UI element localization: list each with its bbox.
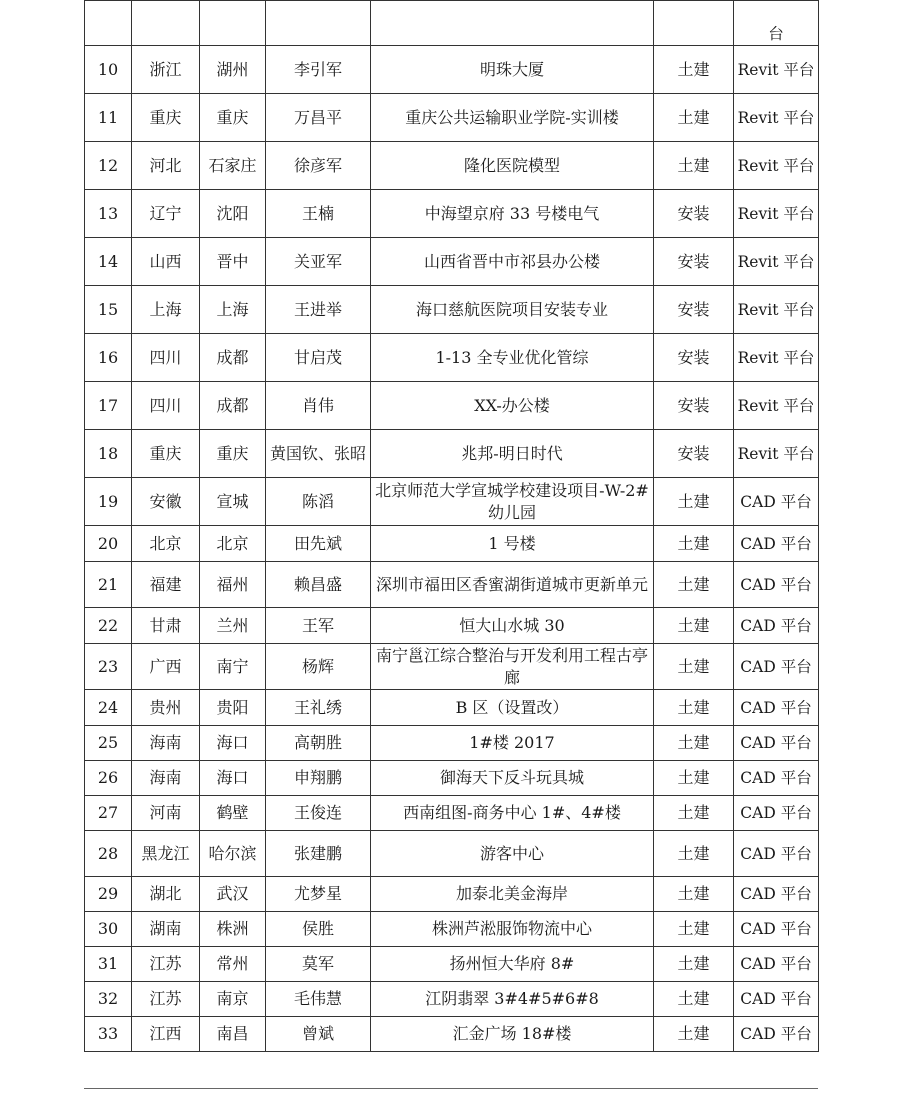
cell-no: 20	[85, 526, 132, 562]
cell-platform: CAD 平台	[734, 761, 819, 796]
cell-project: 明珠大厦	[371, 46, 654, 94]
cell-province: 河北	[132, 142, 200, 190]
table-row	[85, 238, 819, 286]
table-body	[85, 1, 819, 1052]
cell-no: 13	[85, 190, 132, 238]
cell-project: XX-办公楼	[371, 382, 654, 430]
cell-no: 26	[85, 761, 132, 796]
cell-name: 张建鹏	[266, 831, 371, 877]
cell-name: 尤梦星	[266, 877, 371, 912]
cell-platform: CAD 平台	[734, 831, 819, 877]
cell-project: 扬州恒大华府 8#	[371, 947, 654, 982]
table-row	[85, 982, 819, 1017]
cell-province: 四川	[132, 382, 200, 430]
cell-platform: CAD 平台	[734, 644, 819, 690]
cell-province: 海南	[132, 761, 200, 796]
cell-no: 31	[85, 947, 132, 982]
cell-platform: Revit 平台	[734, 334, 819, 382]
cell-city	[200, 1, 266, 46]
cell-type: 土建	[654, 46, 734, 94]
cell-type: 土建	[654, 94, 734, 142]
cell-province: 辽宁	[132, 190, 200, 238]
cell-project	[371, 1, 654, 46]
cell-type: 安装	[654, 238, 734, 286]
cell-type: 安装	[654, 334, 734, 382]
cell-type: 土建	[654, 947, 734, 982]
table-row	[85, 831, 819, 877]
cell-type: 土建	[654, 1017, 734, 1052]
cell-type: 土建	[654, 608, 734, 644]
cell-project: 加泰北美金海岸	[371, 877, 654, 912]
cell-name: 王楠	[266, 190, 371, 238]
cell-platform: CAD 平台	[734, 478, 819, 526]
cell-project: 1 号楼	[371, 526, 654, 562]
cell-no: 16	[85, 334, 132, 382]
cell-city: 晋中	[200, 238, 266, 286]
cell-project: 海口慈航医院项目安装专业	[371, 286, 654, 334]
cell-province: 北京	[132, 526, 200, 562]
cell-province: 浙江	[132, 46, 200, 94]
cell-platform: CAD 平台	[734, 982, 819, 1017]
cell-province: 江苏	[132, 982, 200, 1017]
cell-project: 隆化医院模型	[371, 142, 654, 190]
cell-no: 24	[85, 690, 132, 726]
cell-city: 株洲	[200, 912, 266, 947]
cell-city: 兰州	[200, 608, 266, 644]
cell-city: 鹤壁	[200, 796, 266, 831]
table-row	[85, 608, 819, 644]
cell-city: 武汉	[200, 877, 266, 912]
table-row	[85, 46, 819, 94]
cell-name: 高朝胜	[266, 726, 371, 761]
cell-type: 土建	[654, 644, 734, 690]
cell-province: 江西	[132, 1017, 200, 1052]
cell-no: 18	[85, 430, 132, 478]
cell-city: 海口	[200, 761, 266, 796]
cell-type: 土建	[654, 562, 734, 608]
cell-province: 湖北	[132, 877, 200, 912]
cell-city: 北京	[200, 526, 266, 562]
cell-name: 莫军	[266, 947, 371, 982]
cell-name: 申翔鹏	[266, 761, 371, 796]
cell-city: 南京	[200, 982, 266, 1017]
cell-project: 御海天下反斗玩具城	[371, 761, 654, 796]
cell-platform: CAD 平台	[734, 726, 819, 761]
cell-no: 10	[85, 46, 132, 94]
cell-no: 22	[85, 608, 132, 644]
table-row-partial	[85, 1, 819, 46]
table-row	[85, 526, 819, 562]
cell-project: 1#楼 2017	[371, 726, 654, 761]
cell-project: 恒大山水城 30	[371, 608, 654, 644]
cell-name: 黄国钦、张昭	[266, 430, 371, 478]
table-row	[85, 726, 819, 761]
cell-city: 成都	[200, 334, 266, 382]
cell-no: 12	[85, 142, 132, 190]
table-row	[85, 334, 819, 382]
table-row	[85, 690, 819, 726]
cell-platform: CAD 平台	[734, 562, 819, 608]
cell-project: 重庆公共运输职业学院-实训楼	[371, 94, 654, 142]
table-row	[85, 912, 819, 947]
cell-project: 游客中心	[371, 831, 654, 877]
cell-city: 哈尔滨	[200, 831, 266, 877]
cell-name: 王军	[266, 608, 371, 644]
cell-type: 土建	[654, 690, 734, 726]
cell-name: 陈滔	[266, 478, 371, 526]
cell-city: 重庆	[200, 94, 266, 142]
cell-project: 兆邦-明日时代	[371, 430, 654, 478]
cell-no: 17	[85, 382, 132, 430]
table-row	[85, 382, 819, 430]
cell-platform: Revit 平台	[734, 190, 819, 238]
cell-project: 北京师范大学宣城学校建设项目-W-2#幼儿园	[371, 478, 654, 526]
cell-province: 上海	[132, 286, 200, 334]
cell-city: 贵阳	[200, 690, 266, 726]
page-bottom-rule	[84, 1088, 818, 1089]
cell-no: 33	[85, 1017, 132, 1052]
cell-province: 湖南	[132, 912, 200, 947]
cell-name: 王礼绣	[266, 690, 371, 726]
cell-no: 21	[85, 562, 132, 608]
cell-type: 土建	[654, 796, 734, 831]
cell-project: 江阴翡翠 3#4#5#6#8	[371, 982, 654, 1017]
cell-province: 重庆	[132, 430, 200, 478]
cell-project: 西南组图-商务中心 1#、4#楼	[371, 796, 654, 831]
cell-platform: CAD 平台	[734, 796, 819, 831]
table-row	[85, 142, 819, 190]
cell-type: 土建	[654, 877, 734, 912]
cell-project: 中海望京府 33 号楼电气	[371, 190, 654, 238]
cell-province: 重庆	[132, 94, 200, 142]
cell-project: 株洲芦淞服饰物流中心	[371, 912, 654, 947]
cell-project: 南宁邕江综合整治与开发利用工程古亭廊	[371, 644, 654, 690]
cell-platform: Revit 平台	[734, 238, 819, 286]
cell-no: 27	[85, 796, 132, 831]
cell-no: 25	[85, 726, 132, 761]
cell-type: 土建	[654, 726, 734, 761]
table-row	[85, 94, 819, 142]
cell-name: 王俊连	[266, 796, 371, 831]
table-row	[85, 562, 819, 608]
cell-city: 福州	[200, 562, 266, 608]
cell-name: 毛伟慧	[266, 982, 371, 1017]
table-row	[85, 761, 819, 796]
cell-project: 山西省晋中市祁县办公楼	[371, 238, 654, 286]
award-list-table	[84, 0, 819, 1052]
cell-city: 湖州	[200, 46, 266, 94]
cell-platform: Revit 平台	[734, 286, 819, 334]
cell-project: 1-13 全专业优化管综	[371, 334, 654, 382]
table-row	[85, 430, 819, 478]
cell-province: 贵州	[132, 690, 200, 726]
cell-platform: Revit 平台	[734, 382, 819, 430]
table-row	[85, 478, 819, 526]
cell-city: 宣城	[200, 478, 266, 526]
cell-no: 11	[85, 94, 132, 142]
cell-platform: 台	[734, 1, 819, 46]
cell-name: 田先斌	[266, 526, 371, 562]
cell-province: 河南	[132, 796, 200, 831]
cell-province: 江苏	[132, 947, 200, 982]
cell-type: 安装	[654, 190, 734, 238]
cell-type: 安装	[654, 430, 734, 478]
cell-no: 28	[85, 831, 132, 877]
cell-city: 上海	[200, 286, 266, 334]
table-row	[85, 877, 819, 912]
cell-province: 黑龙江	[132, 831, 200, 877]
table-row	[85, 190, 819, 238]
cell-project: 汇金广场 18#楼	[371, 1017, 654, 1052]
table-row	[85, 796, 819, 831]
cell-no: 30	[85, 912, 132, 947]
cell-city: 石家庄	[200, 142, 266, 190]
cell-platform: Revit 平台	[734, 142, 819, 190]
cell-name: 肖伟	[266, 382, 371, 430]
table-row	[85, 286, 819, 334]
cell-name: 万昌平	[266, 94, 371, 142]
cell-platform: Revit 平台	[734, 430, 819, 478]
cell-name	[266, 1, 371, 46]
cell-platform: Revit 平台	[734, 94, 819, 142]
cell-city: 南昌	[200, 1017, 266, 1052]
cell-type: 土建	[654, 912, 734, 947]
cell-no: 29	[85, 877, 132, 912]
cell-city: 重庆	[200, 430, 266, 478]
cell-province: 山西	[132, 238, 200, 286]
cell-type: 安装	[654, 382, 734, 430]
cell-name: 王进举	[266, 286, 371, 334]
cell-name: 甘启茂	[266, 334, 371, 382]
cell-name: 赖昌盛	[266, 562, 371, 608]
table-row	[85, 1017, 819, 1052]
cell-platform: CAD 平台	[734, 877, 819, 912]
cell-platform: CAD 平台	[734, 608, 819, 644]
cell-platform: Revit 平台	[734, 46, 819, 94]
cell-province: 安徽	[132, 478, 200, 526]
cell-type: 土建	[654, 526, 734, 562]
cell-type: 土建	[654, 831, 734, 877]
cell-name: 徐彦军	[266, 142, 371, 190]
cell-no: 23	[85, 644, 132, 690]
cell-type: 土建	[654, 761, 734, 796]
cell-province	[132, 1, 200, 46]
cell-type: 土建	[654, 142, 734, 190]
table-row	[85, 947, 819, 982]
cell-platform: CAD 平台	[734, 1017, 819, 1052]
cell-project: 深圳市福田区香蜜湖街道城市更新单元	[371, 562, 654, 608]
cell-province: 四川	[132, 334, 200, 382]
cell-city: 南宁	[200, 644, 266, 690]
cell-province: 甘肃	[132, 608, 200, 644]
cell-no: 14	[85, 238, 132, 286]
cell-province: 福建	[132, 562, 200, 608]
cell-city: 海口	[200, 726, 266, 761]
cell-name: 侯胜	[266, 912, 371, 947]
cell-platform: CAD 平台	[734, 912, 819, 947]
cell-type: 土建	[654, 478, 734, 526]
cell-no: 19	[85, 478, 132, 526]
cell-name: 曾斌	[266, 1017, 371, 1052]
cell-city: 常州	[200, 947, 266, 982]
cell-platform: CAD 平台	[734, 526, 819, 562]
cell-platform: CAD 平台	[734, 947, 819, 982]
cell-type	[654, 1, 734, 46]
cell-city: 成都	[200, 382, 266, 430]
table-row	[85, 644, 819, 690]
cell-type: 安装	[654, 286, 734, 334]
cell-name: 李引军	[266, 46, 371, 94]
cell-no: 32	[85, 982, 132, 1017]
cell-no	[85, 1, 132, 46]
cell-name: 关亚军	[266, 238, 371, 286]
cell-project: B 区（设置改）	[371, 690, 654, 726]
cell-platform: CAD 平台	[734, 690, 819, 726]
cell-province: 海南	[132, 726, 200, 761]
cell-city: 沈阳	[200, 190, 266, 238]
cell-province: 广西	[132, 644, 200, 690]
cell-no: 15	[85, 286, 132, 334]
cell-name: 杨辉	[266, 644, 371, 690]
cell-type: 土建	[654, 982, 734, 1017]
